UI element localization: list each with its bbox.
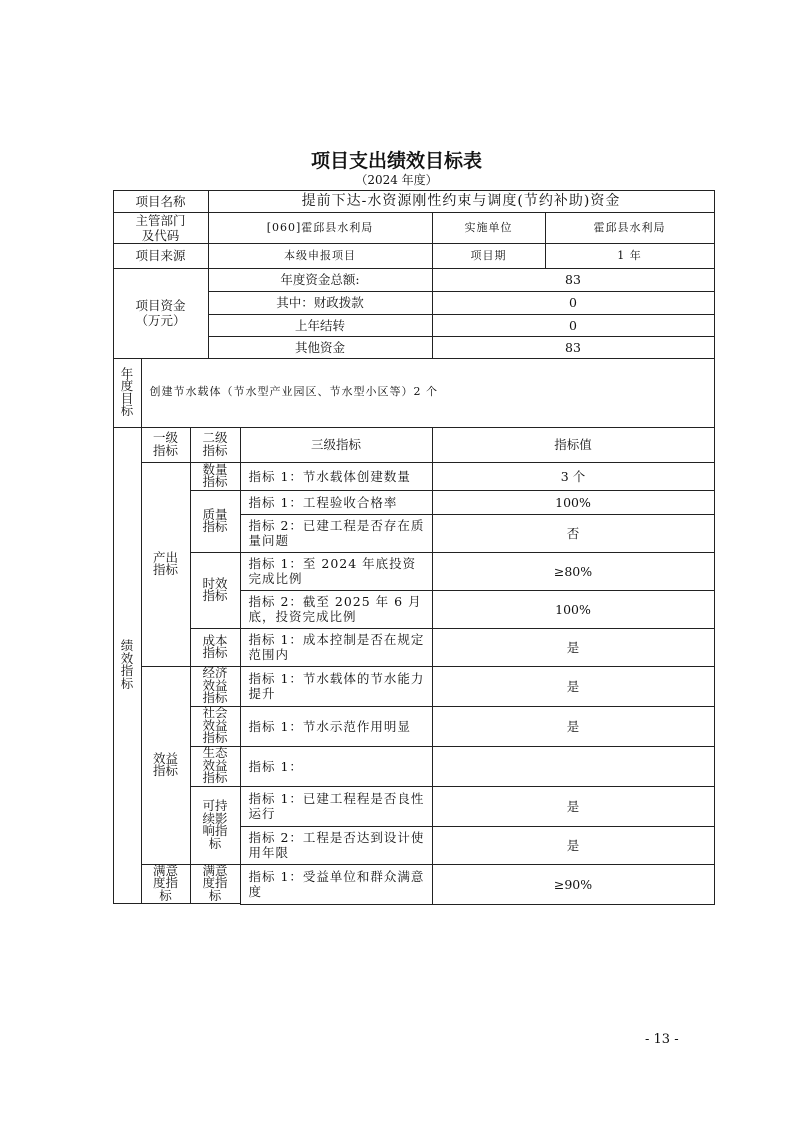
level2-cost: 成本指标 (190, 628, 241, 667)
indicator-value: ≥90% (432, 864, 715, 905)
level2-satisfaction: 满意度指标 (190, 864, 241, 904)
indicator-name: 指标 1：工程验收合格率 (240, 490, 433, 515)
indicator-value: 是 (432, 786, 715, 827)
indicator-name: 指标 1：节水载体的节水能力提升 (240, 666, 433, 707)
fund-label: 年度资金总额: (208, 268, 433, 292)
indicator-value: 是 (432, 628, 715, 667)
indicator-name: 指标 1：节水示范作用明显 (240, 706, 433, 747)
source-value: 本级申报项目 (208, 243, 433, 269)
fund-value: 0 (432, 314, 715, 337)
dept-value: [060]霍邱县水利局 (208, 212, 433, 244)
goal-label: 年度目标 (113, 358, 142, 428)
perf-label: 绩效指标 (113, 427, 142, 904)
source-label: 项目来源 (113, 243, 209, 269)
project-name: 提前下达-水资源刚性约束与调度(节约补助)资金 (208, 190, 715, 213)
fund-label: 上年结转 (208, 314, 433, 337)
page-title: 项目支出绩效目标表 (310, 150, 482, 172)
page-subtitle: （2024 年度） (355, 173, 438, 187)
dept-label: 主管部门及代码 (113, 212, 209, 244)
indicator-name: 指标 1： (240, 746, 433, 787)
goal-text: 创建节水载体（节水型产业园区、节水型小区等）2 个 (141, 358, 715, 428)
header-level3: 三级指标 (240, 427, 433, 463)
fund-value: 0 (432, 291, 715, 315)
indicator-value: 是 (432, 706, 715, 747)
indicator-value: 100% (432, 590, 715, 629)
indicator-name: 指标 2：工程是否达到设计使用年限 (240, 826, 433, 865)
level2-timeliness: 时效指标 (190, 552, 241, 629)
period-value: 1 年 (545, 243, 715, 269)
level2-sustainability: 可持续影响指标 (190, 786, 241, 865)
period-label: 项目期 (432, 243, 546, 269)
indicator-name: 指标 2：截至 2025 年 6 月底，投资完成比例 (240, 590, 433, 629)
header-level2: 二级指标 (190, 427, 241, 463)
indicator-name: 指标 1：受益单位和群众满意度 (240, 864, 433, 905)
impl-value: 霍邱县水利局 (545, 212, 715, 244)
project-name-label: 项目名称 (113, 190, 209, 213)
indicator-value: 否 (432, 514, 715, 553)
indicator-value: 是 (432, 826, 715, 865)
indicator-value: ≥80% (432, 552, 715, 591)
level2-quality: 质量指标 (190, 490, 241, 553)
fund-label: 其中：财政拨款 (208, 291, 433, 315)
indicator-name: 指标 1：成本控制是否在规定范围内 (240, 628, 433, 667)
indicator-name: 指标 1：至 2024 年底投资完成比例 (240, 552, 433, 591)
page-number: - 13 - (645, 1032, 679, 1047)
level1-satisfaction: 满意度指标 (141, 864, 191, 904)
level2-social: 社会效益指标 (190, 706, 241, 747)
funds-label: 项目资金（万元） (113, 268, 209, 359)
indicator-value: 是 (432, 666, 715, 707)
level1-output: 产出指标 (141, 462, 191, 667)
indicator-name: 指标 1：节水载体创建数量 (240, 462, 433, 491)
level2-economic: 经济效益指标 (190, 666, 241, 707)
header-level1: 一级指标 (141, 427, 191, 463)
level2-ecological: 生态效益指标 (190, 746, 241, 787)
fund-label: 其他资金 (208, 336, 433, 359)
level1-benefit: 效益指标 (141, 666, 191, 865)
impl-label: 实施单位 (432, 212, 546, 244)
indicator-value (432, 746, 715, 787)
indicator-name: 指标 1：已建工程程是否良性运行 (240, 786, 433, 827)
fund-value: 83 (432, 336, 715, 359)
indicator-value: 100% (432, 490, 715, 515)
indicator-value: 3 个 (432, 462, 715, 491)
level2-quantity: 数量指标 (190, 462, 241, 491)
header-value: 指标值 (432, 427, 715, 463)
indicator-name: 指标 2：已建工程是否存在质量问题 (240, 514, 433, 553)
fund-value: 83 (432, 268, 715, 292)
